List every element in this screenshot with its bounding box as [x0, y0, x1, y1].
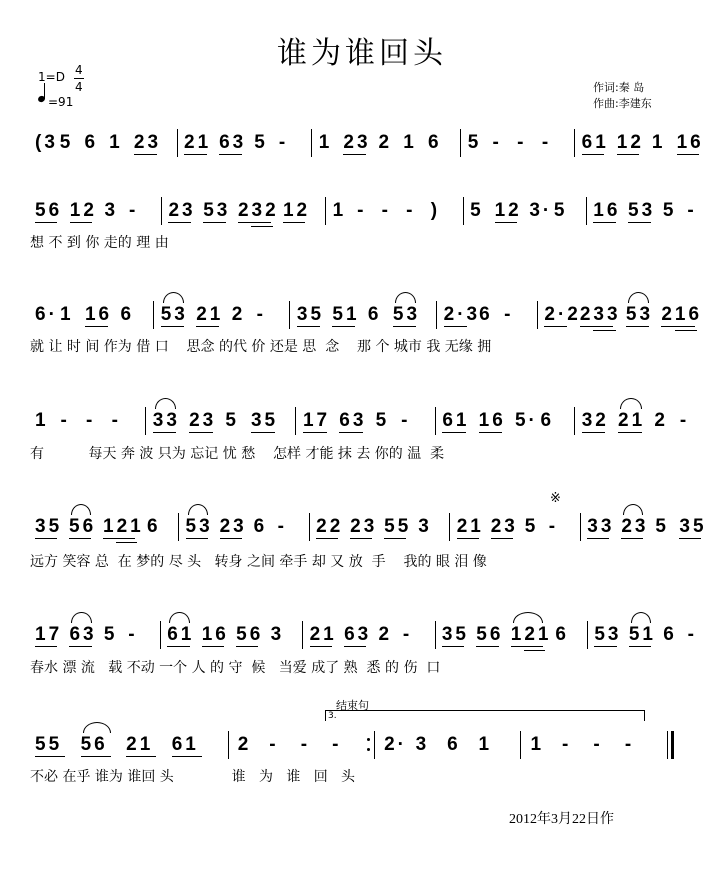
barline [520, 731, 521, 759]
note-group: - [60, 410, 70, 431]
eighth-beam [69, 646, 91, 647]
barline [586, 197, 587, 225]
note-group: 2· [384, 734, 408, 755]
eighth-beam [35, 756, 65, 757]
note-group: - [624, 734, 635, 755]
note-group: 6 [427, 132, 442, 153]
tie-slur [188, 504, 208, 515]
note-group: 21 [184, 132, 212, 153]
eighth-beam [580, 326, 614, 327]
note-group: 2·3 [443, 304, 481, 325]
note-group: 63 [69, 624, 97, 645]
note-group: 1 [530, 734, 545, 755]
note-group: 2 [378, 624, 393, 645]
note-group: 2 [231, 304, 246, 325]
tempo-marking: =91 [48, 95, 74, 109]
eighth-beam [303, 432, 327, 433]
note-group: 6 [84, 132, 99, 153]
eighth-beam [103, 538, 135, 539]
note-group: 56 [476, 624, 504, 645]
note-group: - [300, 734, 311, 755]
note-group: 35 [441, 624, 469, 645]
volta-bracket [325, 710, 645, 721]
note-group: 23 [219, 516, 247, 537]
note-group: 55 [384, 516, 412, 537]
note-group: 61 [442, 410, 470, 431]
note-group: 1 [59, 304, 74, 325]
eighth-beam [35, 646, 57, 647]
eighth-beam [582, 432, 606, 433]
note-group: - [86, 410, 96, 431]
note-group: - [541, 132, 552, 153]
eighth-beam [594, 646, 616, 647]
lyrics-line: 不必 在乎 谁为 谁回 头 谁 为 谁 回 头 [30, 769, 356, 785]
barline [435, 621, 436, 649]
eighth-beam [582, 154, 605, 155]
note-group: (3 [35, 132, 58, 153]
lyrics-line: 就 让 时 间 作为 借 口 思念 的代 价 还是 思 念 那 个 城市 我 无缘 拥 [30, 339, 492, 355]
note-group: 53 [628, 200, 656, 221]
note-group: 23 [133, 132, 162, 153]
note-group: 56 [236, 624, 264, 645]
note-group: 1 [35, 410, 49, 431]
note-group: 3· [529, 200, 553, 221]
eighth-beam [593, 222, 615, 223]
note-group: 23 [168, 200, 196, 221]
note-group: 5 [103, 624, 118, 645]
note-group: 216 [661, 304, 703, 325]
eighth-beam [310, 646, 332, 647]
barline [311, 129, 312, 157]
note-group: 32 [581, 410, 609, 431]
sixteenth-beam [251, 226, 273, 227]
note-group: 3 [104, 200, 119, 221]
note-group: 233 [579, 304, 621, 325]
note-group: 5 [524, 516, 539, 537]
eighth-beam [677, 154, 700, 155]
note-group: 16 [676, 132, 704, 153]
eighth-beam [202, 646, 224, 647]
eighth-beam [350, 538, 372, 539]
tie-slur [71, 612, 91, 623]
note-group: 232 [237, 200, 279, 221]
note-group: 22 [316, 516, 344, 537]
note-group: - [111, 410, 121, 431]
lyrics-line: 想 不 到 你 走的 理 由 [30, 235, 169, 251]
barline [177, 129, 178, 157]
note-group: 5 [375, 410, 390, 431]
barline [302, 621, 303, 649]
note-group: - [277, 516, 287, 537]
note-group: 63 [339, 410, 367, 431]
note-group: 2·2 [544, 304, 581, 325]
eighth-beam [168, 222, 190, 223]
note-group: 53 [203, 200, 231, 221]
eighth-beam [219, 154, 242, 155]
note-group: - [129, 200, 139, 221]
note-group: 6 [120, 304, 135, 325]
note-group: 1 [318, 132, 333, 153]
note-group: 33 [587, 516, 615, 537]
note-group: 5 [467, 132, 482, 153]
eighth-beam [189, 432, 213, 433]
eighth-beam [167, 646, 189, 647]
note-group: 3 [415, 734, 430, 755]
note-group: - [492, 132, 502, 153]
note-group: 6 [663, 624, 677, 645]
final-barline [671, 731, 674, 759]
eighth-beam [544, 326, 567, 327]
lyricist-credit: 作词:秦 岛 [593, 81, 645, 94]
note-group: 6 [447, 734, 461, 755]
eighth-beam [203, 222, 225, 223]
note-group: - [517, 132, 527, 153]
note-group: 2 [378, 132, 393, 153]
note-group: 61 [167, 624, 195, 645]
eighth-beam [251, 432, 275, 433]
eighth-beam [184, 154, 207, 155]
tie-slur [620, 398, 642, 409]
note-group: 5 [470, 200, 484, 221]
note-group: 16 [84, 304, 113, 325]
note-group: 1 [403, 132, 417, 153]
note-group: 17 [302, 410, 331, 431]
eighth-beam [621, 538, 643, 539]
note-group: 21 [309, 624, 337, 645]
composition-date: 2012年3月22日作 [509, 812, 614, 827]
note-group: 16 [201, 624, 229, 645]
ending-label: 结束句 [336, 699, 369, 712]
eighth-beam [511, 646, 543, 647]
eighth-beam [628, 222, 650, 223]
barline [667, 731, 668, 759]
eighth-beam [283, 222, 305, 223]
eighth-beam [626, 326, 649, 327]
eighth-beam [442, 646, 464, 647]
note-group: 121 [510, 624, 552, 645]
eighth-beam [134, 154, 157, 155]
note-group: 61 [171, 734, 199, 755]
note-group: 5 [662, 200, 677, 221]
note-group: - [256, 304, 266, 325]
note-group: 6 [479, 304, 493, 325]
tie-slur [169, 612, 189, 623]
quarter-note-stem-icon [44, 83, 45, 99]
volta-number: 3. [328, 711, 337, 721]
note-group: 5 [59, 132, 74, 153]
note-group: 23 [490, 516, 518, 537]
note-group: - [548, 516, 559, 537]
note-group: 3 [418, 516, 432, 537]
note-group: - [401, 410, 411, 431]
note-group: 23 [350, 516, 378, 537]
note-group: 6 [540, 410, 555, 431]
eighth-beam [161, 326, 184, 327]
note-group: 35 [250, 410, 279, 431]
sixteenth-beam [675, 330, 698, 331]
barline [580, 513, 581, 541]
note-group: 56 [69, 516, 97, 537]
eighth-beam [442, 432, 466, 433]
eighth-beam [344, 646, 366, 647]
eighth-beam [332, 326, 355, 327]
barline [295, 407, 296, 435]
eighth-beam [618, 432, 642, 433]
note-group: 63 [344, 624, 372, 645]
barline [574, 129, 575, 157]
note-group: 6 [367, 304, 382, 325]
note-group: 17 [35, 624, 63, 645]
eighth-beam [153, 432, 177, 433]
note-group: 56 [80, 734, 108, 755]
note-group: - [687, 200, 697, 221]
eighth-beam [297, 326, 320, 327]
note-group: 12 [69, 200, 97, 221]
note-group: 23 [343, 132, 371, 153]
barline [449, 513, 450, 541]
tie-slur [395, 292, 416, 303]
note-group: 35 [296, 304, 325, 325]
note-group: 2 [237, 734, 252, 755]
note-group: 21 [456, 516, 484, 537]
barline [153, 301, 154, 329]
note-group: - [402, 624, 413, 645]
eighth-beam [339, 432, 363, 433]
song-title: 谁为谁回头 [277, 36, 447, 71]
time-signature-denominator: 4 [75, 80, 83, 94]
note-group: 53 [160, 304, 188, 325]
note-group: 53 [625, 304, 654, 325]
note-group: - [332, 734, 342, 755]
eighth-beam [617, 154, 640, 155]
eighth-beam [186, 538, 208, 539]
note-group: 3 [270, 624, 285, 645]
tie-slur [513, 612, 543, 623]
eighth-beam [384, 538, 406, 539]
eighth-beam [238, 222, 271, 223]
note-group: - [406, 200, 416, 221]
barline [178, 513, 179, 541]
barline [537, 301, 538, 329]
eighth-beam [457, 538, 479, 539]
note-group: 12 [494, 200, 522, 221]
tie-slur [623, 504, 643, 515]
tie-slur [628, 292, 649, 303]
note-group: 53 [185, 516, 213, 537]
note-group: - [278, 132, 289, 153]
note-group: 56 [35, 200, 63, 221]
note-group: 12 [282, 200, 311, 221]
note-group: - [679, 410, 690, 431]
note-group: 121 [103, 516, 144, 537]
tie-slur [155, 398, 177, 409]
eighth-beam [196, 326, 219, 327]
lyrics-line: 有 每天 奔 波 只为 忘记 忧 愁 怎样 才能 抹 去 你的 温 柔 [30, 446, 445, 462]
lyrics-line: 远方 笑容 总 在 梦的 尽 头 转身 之间 牵手 却 又 放 手 我的 眼 泪 像 [30, 554, 487, 570]
note-group: 16 [593, 200, 621, 221]
eighth-beam [316, 538, 338, 539]
note-group: 21 [618, 410, 646, 431]
eighth-beam [35, 538, 57, 539]
note-group: 53 [392, 304, 421, 325]
note-group: 2 [654, 410, 668, 431]
note-group: 1 [332, 200, 347, 221]
barline [460, 129, 461, 157]
note-group: 51 [628, 624, 656, 645]
note-group: - [687, 624, 697, 645]
note-group: 21 [126, 734, 154, 755]
eighth-beam [491, 538, 513, 539]
repeat-dot [367, 748, 370, 751]
barline [574, 407, 575, 435]
barline [587, 621, 588, 649]
repeat-dot [367, 738, 370, 741]
eighth-beam [587, 538, 609, 539]
time-signature-rule [74, 78, 84, 79]
barline [435, 407, 436, 435]
note-group: 5· [514, 410, 538, 431]
segno-sign-icon: ※ [550, 491, 561, 506]
eighth-beam [35, 222, 57, 223]
eighth-beam [172, 756, 202, 757]
eighth-beam [70, 222, 92, 223]
note-group: 35 [35, 516, 63, 537]
tie-slur [71, 504, 91, 515]
note-group: 51 [332, 304, 360, 325]
eighth-beam [69, 538, 91, 539]
note-group: - [128, 624, 138, 645]
barline [309, 513, 310, 541]
note-group: 6 [555, 624, 569, 645]
barline [228, 731, 229, 759]
lyrics-line: 春水 漂 流 载 不动 一个 人 的 守 候 当爱 成了 熟 悉 的 伤 口 [30, 660, 441, 676]
note-group: 1 [651, 132, 666, 153]
note-group: ) [430, 200, 441, 221]
note-group: 16 [478, 410, 506, 431]
note-group: 53 [594, 624, 622, 645]
note-group: 63 [219, 132, 247, 153]
eighth-beam [126, 756, 156, 757]
note-group: 5 [254, 132, 268, 153]
note-group: 6 [253, 516, 268, 537]
eighth-beam [220, 538, 242, 539]
eighth-beam [495, 222, 517, 223]
note-group: 1 [109, 132, 123, 153]
note-group: 23 [621, 516, 649, 537]
sixteenth-beam [593, 330, 616, 331]
note-group: - [593, 734, 603, 755]
barline [145, 407, 146, 435]
eighth-beam [85, 326, 108, 327]
eighth-beam [343, 154, 366, 155]
time-signature-numerator: 4 [75, 63, 83, 77]
note-group: 12 [616, 132, 644, 153]
note-group: - [504, 304, 514, 325]
note-group: - [357, 200, 367, 221]
eighth-beam [81, 756, 111, 757]
eighth-beam [393, 326, 416, 327]
barline [289, 301, 290, 329]
note-group: - [381, 200, 391, 221]
barline [161, 197, 162, 225]
eighth-beam [479, 432, 503, 433]
sixteenth-beam [524, 650, 546, 651]
eighth-beam [236, 646, 258, 647]
barline [436, 301, 437, 329]
barline [160, 621, 161, 649]
tie-slur [631, 612, 651, 623]
key-signature: 1=D [38, 70, 65, 84]
composer-credit: 作曲:李建东 [593, 97, 652, 110]
note-group: 5 [655, 516, 669, 537]
eighth-beam [679, 538, 701, 539]
sixteenth-beam [116, 542, 138, 543]
note-group: 5 [225, 410, 239, 431]
note-group: - [269, 734, 279, 755]
note-group: 21 [196, 304, 224, 325]
barline [325, 197, 326, 225]
eighth-beam [661, 326, 695, 327]
note-group: 23 [189, 410, 217, 431]
note-group: 61 [581, 132, 609, 153]
note-group: 1 [478, 734, 493, 755]
eighth-beam [444, 326, 467, 327]
note-group: 33 [152, 410, 180, 431]
barline [374, 731, 375, 759]
tie-slur [163, 292, 184, 303]
note-group: - [561, 734, 572, 755]
barline [463, 197, 464, 225]
note-group: 6· [35, 304, 58, 325]
note-group: 6 [147, 516, 161, 537]
eighth-beam [476, 646, 498, 647]
note-group: 35 [679, 516, 707, 537]
note-group: 55 [35, 734, 63, 755]
eighth-beam [629, 646, 651, 647]
tie-slur [83, 722, 111, 733]
note-group: 5 [553, 200, 568, 221]
